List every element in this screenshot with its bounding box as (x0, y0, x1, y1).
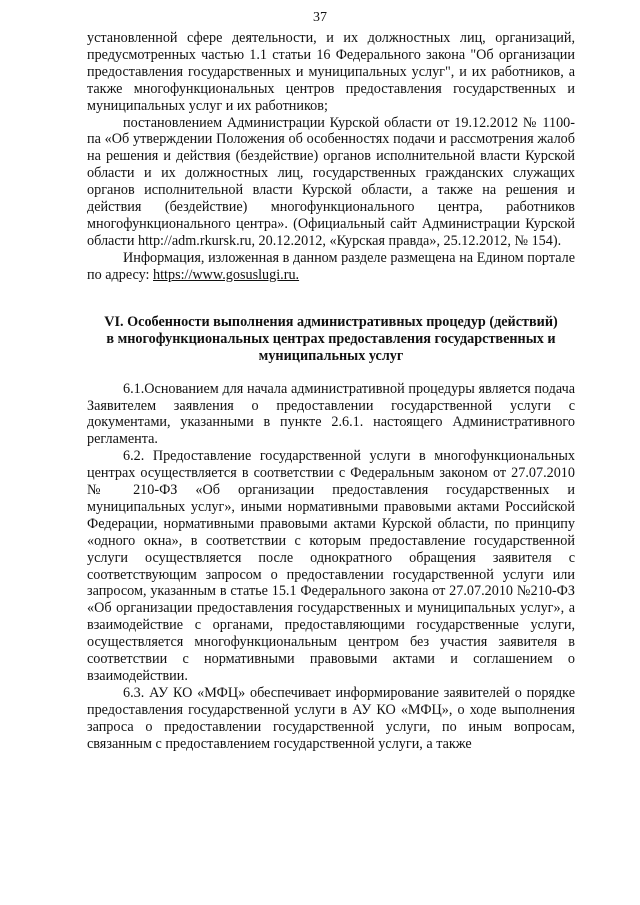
section-title-line-2: в многофункциональных центрах предоставления государственных и (106, 330, 556, 347)
gosuslugi-link[interactable]: https://www.gosuslugi.ru. (153, 266, 300, 283)
paragraph-6-2: 6.2. Предоставление государственной услуги в многофункциональных центрах осуществляется в соответствии с Федеральным законом от 27.07.2010 № 210-ФЗ «Об организации предоставления государственных и муниципальных услуг», иными нормативными правовыми актами Российской Федерации, нормативными правовыми актами Курской области, по принципу «одного окна», в соответствии с которым предоставление государственной услуги осуществляется после однократного обращения заявителя с соответствующим запросом о предоставлении государственной услуги или запросом, указанным в статье 15.1 Федерального закона от 27.07.2010 №210-ФЗ «Об организации предоставления государственных и муниципальных услуг», а взаимодействие с органами, предоставляющими государственные услуги, осуществляется многофункциональным центром без участия заявителя в соответствии с нормативными правовыми актами и соглашением о взаимодействии. (87, 448, 575, 684)
portal-info-text: Информация, изложенная в данном разделе размещена на Едином портале по адресу: (87, 249, 575, 283)
paragraph-6-3: 6.3. АУ КО «МФЦ» обеспечивает информирование заявителей о порядке предоставления государственной услуги в АУ КО «МФЦ», о ходе выполнения запроса о предоставлении государственной услуги, по иным вопросам, связанным с предоставлением государственной услуги, а также (87, 684, 575, 752)
page-number: 37 (313, 10, 327, 25)
section-title-line-1: VI. Особенности выполнения административных процедур (действий) (104, 313, 558, 330)
document-body (87, 30, 575, 753)
paragraph-6-1: 6.1.Основанием для начала административной процедуры является подача Заявителем заявления о предоставлении государственной услуги с документами, указанными в пункте 2.6.1. настоящего Административного регламента. (87, 380, 575, 448)
paragraph-complaint-scope: установленной сфере деятельности, и их должностных лиц, организаций, предусмотренных частью 1.1 статьи 16 Федерального закона "Об организации предоставления государственных и муниципальных услуг", и их работников, а также многофункциональных центров предоставления государственных и муниципальных услуг и их работников; (87, 30, 575, 114)
paragraph-kursk-resolution: постановлением Администрации Курской области от 19.12.2012 № 1100-па «Об утверждении Положения об особенностях подачи и рассмотрения жалоб на решения и действия (бездействие) органов исполнительной власти Курской области и их должностных лиц, государственных гражданских служащих органов исполнительной власти Курской области, а также на решения и действия (бездействие) многофункционального центра, работников многофункционального центра». (Официальный сайт Администрации Курской области http://adm.rkursk.ru, 20.12.2012, «Курская правда», 25.12.2012, № 154). (87, 114, 575, 249)
section-title (87, 314, 575, 365)
paragraph-portal-info (87, 250, 575, 284)
section-title-line-3: муниципальных услуг (258, 347, 404, 364)
